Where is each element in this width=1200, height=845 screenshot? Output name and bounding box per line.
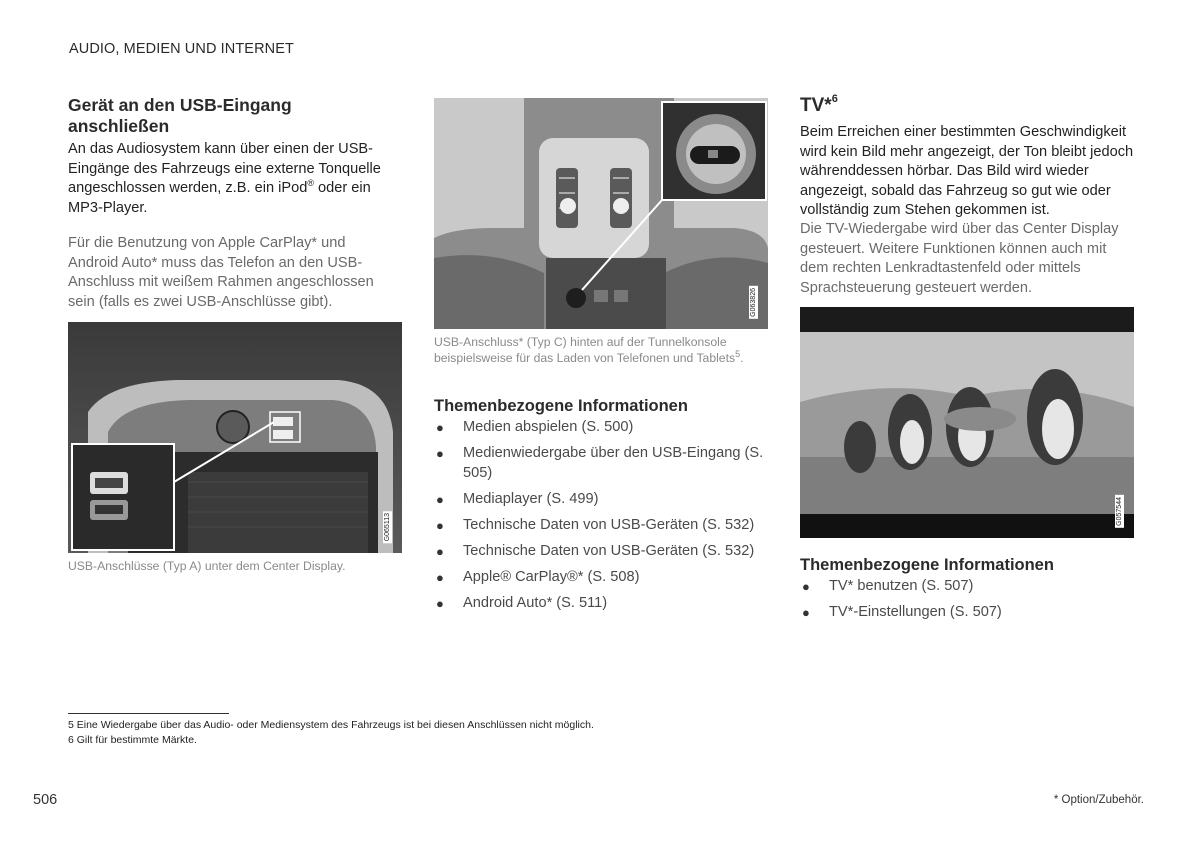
tv-section-title <box>800 92 838 117</box>
usb-intro-text-end: oder ein MP3-Player. <box>68 180 371 216</box>
usb-intro-text: An das Audiosystem kann über einen der USB-Eingänge des Fahrzeugs eine externe Tonquelle angeschlossen werden, z.B. ein iPod <box>68 141 381 196</box>
related-link-label: Android Auto* (S. 511) <box>463 594 608 611</box>
related-link-apple-carplay[interactable] <box>434 568 764 588</box>
tv-related-list <box>800 577 1136 629</box>
usb-type-a-illustration <box>68 322 402 553</box>
registered-mark: ® <box>307 178 314 189</box>
bullet-icon: ● <box>436 491 444 507</box>
page-number: 506 <box>33 792 58 808</box>
related-link-label: Apple® CarPlay®* (S. 508) <box>463 568 640 585</box>
usb-type-c-illustration <box>434 98 768 329</box>
running-header: AUDIO, MEDIEN UND INTERNET <box>69 41 294 57</box>
footnote-divider <box>68 713 229 714</box>
footnote-5: 5 Eine Wiedergabe über das Audio- oder Mediensystem des Fahrzeugs ist bei diesen Anschlüssen nicht möglich. <box>68 719 594 731</box>
related-link-technische-daten-1[interactable] <box>434 516 764 536</box>
tv-figure <box>800 307 1134 538</box>
usb-related-list <box>434 418 764 620</box>
related-link-technische-daten-2[interactable] <box>434 542 764 562</box>
footnotes <box>68 718 594 747</box>
bullet-icon: ● <box>802 605 810 620</box>
related-link-label: Medienwiedergabe über den USB-Eingang (S. 505) <box>463 445 764 481</box>
usb-carplay-note: Für die Benutzung von Apple CarPlay* und Android Auto* muss das Telefon an den USB-Anschluss mit weißem Rahmen angeschlossen sein (falls es zwei USB-Anschlüsse gibt). <box>68 235 374 310</box>
figure-code: G063826 <box>750 288 757 317</box>
bullet-icon: ● <box>436 595 444 611</box>
related-link-medienwiedergabe-usb[interactable] <box>434 444 764 483</box>
tv-body: Beim Erreichen einer bestimmten Geschwindigkeit wird kein Bild mehr angezeigt, der Ton bleibt jedoch währenddessen hörbar. Das Bild wird wieder angezeigt, sobald das Fahrzeug so gut wie oder vollständig zum Stehen gekommen ist. <box>800 124 1134 218</box>
related-link-tv-benutzen[interactable] <box>800 577 1136 597</box>
related-link-medien-abspielen[interactable] <box>434 418 764 438</box>
usb-section-title: Gerät an den USB-Eingang anschließen <box>68 95 292 136</box>
option-note: * Option/Zubehör. <box>1053 794 1144 806</box>
related-link-mediaplayer[interactable] <box>434 490 764 510</box>
usb-type-c-figure <box>434 98 768 329</box>
footnote-ref: 6 <box>831 92 838 105</box>
bullet-icon: ● <box>436 420 444 435</box>
tv-screen-illustration <box>800 307 1134 538</box>
tv-title-text: TV* <box>800 95 832 116</box>
related-link-android-auto[interactable] <box>434 594 764 614</box>
bullet-icon: ● <box>436 543 444 559</box>
related-link-label: Technische Daten von USB-Geräten (S. 532) <box>463 516 755 533</box>
related-link-label: Medien abspielen (S. 500) <box>463 419 634 435</box>
tv-control-note: Die TV-Wiedergabe wird über das Center Display gesteuert. Weitere Funktionen können auch mit dem rechten Lenkradtastenfeld oder mittels Sprachsteuerung gesteuert werden. <box>800 221 1119 296</box>
related-link-label: Technische Daten von USB-Geräten (S. 532) <box>463 542 755 559</box>
bullet-icon: ● <box>802 579 810 594</box>
tv-related-title: Themenbezogene Informationen <box>800 556 1054 574</box>
related-link-label: TV*-Einstellungen (S. 507) <box>829 604 1002 620</box>
usb-type-a-caption: USB-Anschlüsse (Typ A) unter dem Center Display. <box>68 559 346 573</box>
usb-type-a-figure <box>68 322 402 553</box>
usb-type-c-caption: USB-Anschluss* (Typ C) hinten auf der Tunnelkonsole beispielsweise für das Laden von Telefonen und Tablets$^5$. <box>434 335 744 365</box>
bullet-icon: ● <box>436 446 444 461</box>
usb-intro <box>68 140 398 218</box>
related-link-tv-einstellungen[interactable] <box>800 603 1136 623</box>
footnote-6: 6 Gilt für bestimmte Märkte. <box>68 733 197 746</box>
related-link-label: TV* benutzen (S. 507) <box>829 578 974 594</box>
footnote-ref: 5 <box>735 348 741 359</box>
related-link-label: Mediaplayer (S. 499) <box>463 490 599 507</box>
figure-code: G065113 <box>384 512 391 541</box>
usb-type-c-caption-text: USB-Anschluss* (Typ C) hinten auf der Tunnelkonsole beispielsweise für das Laden von Telefonen und Tablets <box>434 335 736 365</box>
bullet-icon: ● <box>436 569 444 585</box>
figure-code: G057544 <box>1116 497 1123 526</box>
usb-related-title: Themenbezogene Informationen <box>434 397 688 415</box>
bullet-icon: ● <box>436 517 444 533</box>
